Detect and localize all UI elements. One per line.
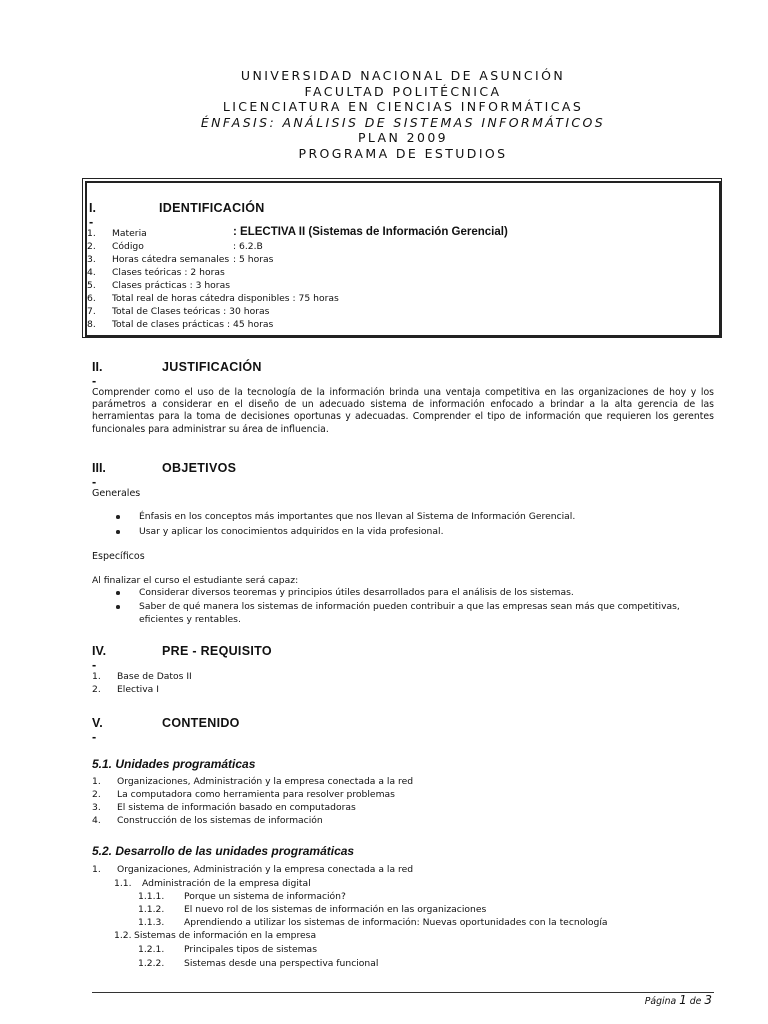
page-label: Página (644, 996, 677, 1007)
item-text: La computadora como herramienta para resolver problemas (117, 789, 395, 800)
item-number: 3. (92, 802, 101, 813)
item-text: El sistema de información basado en computadoras (117, 802, 356, 813)
list-item: Saber de qué manera los sistemas de información pueden contribuir a que las empresas sean más que competitivas, (139, 601, 680, 612)
section-number: V. - (92, 716, 103, 744)
item-number: 1.1.2. (138, 904, 165, 915)
item-number: 8. (87, 319, 96, 330)
item-text: Electiva I (117, 684, 159, 695)
header-line: PROGRAMA DE ESTUDIOS (298, 145, 508, 161)
footer-divider (92, 992, 714, 993)
item-number: 3. (87, 254, 96, 265)
item-text: Construcción de los sistemas de información (117, 815, 323, 826)
item-value: : ELECTIVA II (Sistemas de Información Gerencial) (233, 226, 508, 238)
header-line: ÉNFASIS: ANÁLISIS DE SISTEMAS INFORMÁTICOS (200, 114, 606, 130)
item-number: 2. (87, 241, 96, 252)
section-title: PRE - REQUISITO (162, 644, 272, 658)
item-text: Organizaciones, Administración y la empresa conectada a la red (117, 864, 414, 875)
section-number: III. - (92, 461, 106, 489)
section-number: IV. - (92, 644, 107, 672)
item-value: : 5 horas (233, 254, 274, 265)
generales-label: Generales (92, 488, 141, 499)
item-number: 4. (87, 267, 96, 278)
item-number: 1.1. (114, 878, 132, 889)
item-number: 1.1.1. (138, 891, 165, 902)
bullet-icon (116, 591, 120, 595)
section-number: II. - (92, 360, 103, 388)
header-line: UNIVERSIDAD NACIONAL DE ASUNCIÓN (240, 68, 566, 83)
document-header (0, 68, 768, 162)
item-text: Administración de la empresa digital (142, 878, 311, 889)
section-title: IDENTIFICACIÓN (159, 201, 265, 215)
especificos-intro: Al finalizar el curso el estudiante será capaz: (92, 575, 299, 586)
item-label: Código (112, 241, 144, 252)
item-text: El nuevo rol de los sistemas de información en las organizaciones (184, 904, 487, 915)
page-number (645, 993, 712, 1007)
bullet-icon (116, 515, 120, 519)
item-number: 2. (92, 789, 101, 800)
page-current: 1 (679, 993, 687, 1007)
identification-box (85, 181, 721, 337)
header-line: LICENCIATURA EN CIENCIAS INFORMÁTICAS (222, 99, 584, 115)
item-number: 1.2. (114, 930, 132, 941)
section-title: JUSTIFICACIÓN (162, 360, 262, 374)
header-line: FACULTAD POLITÉCNICA (304, 83, 502, 99)
item-label: Total de clases prácticas : 45 horas (112, 319, 274, 330)
list-item-continuation: eficientes y rentables. (139, 614, 241, 625)
item-text: Porque un sistema de información? (184, 891, 346, 902)
item-number: 7. (87, 306, 96, 317)
list-item: Énfasis en los conceptos más importantes que nos llevan al Sistema de Información Gerencial. (139, 511, 576, 522)
page-of: de (689, 996, 702, 1007)
section-number: I. - (89, 201, 96, 229)
item-text: Principales tipos de sistemas (184, 944, 317, 955)
bullet-icon (116, 530, 120, 534)
item-number: 1.2.2. (138, 958, 165, 969)
list-item: Considerar diversos teoremas y principios útiles desarrollados para el análisis de los sistemas. (139, 587, 574, 598)
item-label: Materia (112, 228, 147, 239)
section-title: CONTENIDO (162, 716, 240, 730)
item-text: Aprendiendo a utilizar los sistemas de información: Nuevas oportunidades con la tecnología (184, 917, 608, 928)
section-title: OBJETIVOS (162, 461, 237, 475)
item-label: Horas cátedra semanales (112, 254, 230, 265)
item-number: 1. (92, 864, 101, 875)
item-text: Base de Datos II (117, 671, 192, 682)
justificacion-text: Comprender como el uso de la tecnología de la información brinda una ventaja competitiva en las organizaciones de hoy y los parámetros a considerar en el diseño de un adecuado sistema de información enfocado a brindar a la alta gerencia de las herramientas para la toma de decisiones oportunas y adecuadas. Comprender el tipo de información que requieren los gerentes funcionales para administrar su área de influencia. (92, 387, 714, 435)
page-total: 3 (704, 993, 712, 1007)
item-number: 4. (92, 815, 101, 826)
item-number: 1. (92, 671, 101, 682)
subsection-title-unidades: 5.1. Unidades programáticas (92, 757, 256, 771)
item-label: Clases teóricas : 2 horas (112, 267, 225, 278)
item-number: 1.1.3. (138, 917, 165, 928)
subsection-title-desarrollo: 5.2. Desarrollo de las unidades programáticas (92, 844, 355, 858)
item-number: 6. (87, 293, 96, 304)
header-line: PLAN 2009 (357, 130, 449, 146)
item-text: Sistemas de información en la empresa (134, 930, 317, 941)
item-text: Organizaciones, Administración y la empresa conectada a la red (117, 776, 414, 787)
item-text: Sistemas desde una perspectiva funcional (184, 958, 379, 969)
item-number: 5. (87, 280, 96, 291)
item-number: 1. (87, 228, 96, 239)
item-number: 1. (92, 776, 101, 787)
item-number: 1.2.1. (138, 944, 165, 955)
item-value: : 6.2.B (233, 241, 263, 252)
list-item: Usar y aplicar los conocimientos adquiridos en la vida profesional. (139, 526, 444, 537)
especificos-label: Específicos (92, 551, 145, 562)
item-label: Total de Clases teóricas : 30 horas (112, 306, 270, 317)
item-number: 2. (92, 684, 101, 695)
bullet-icon (116, 605, 120, 609)
item-label: Total real de horas cátedra disponibles : 75 horas (112, 293, 339, 304)
item-label: Clases prácticas : 3 horas (112, 280, 230, 291)
